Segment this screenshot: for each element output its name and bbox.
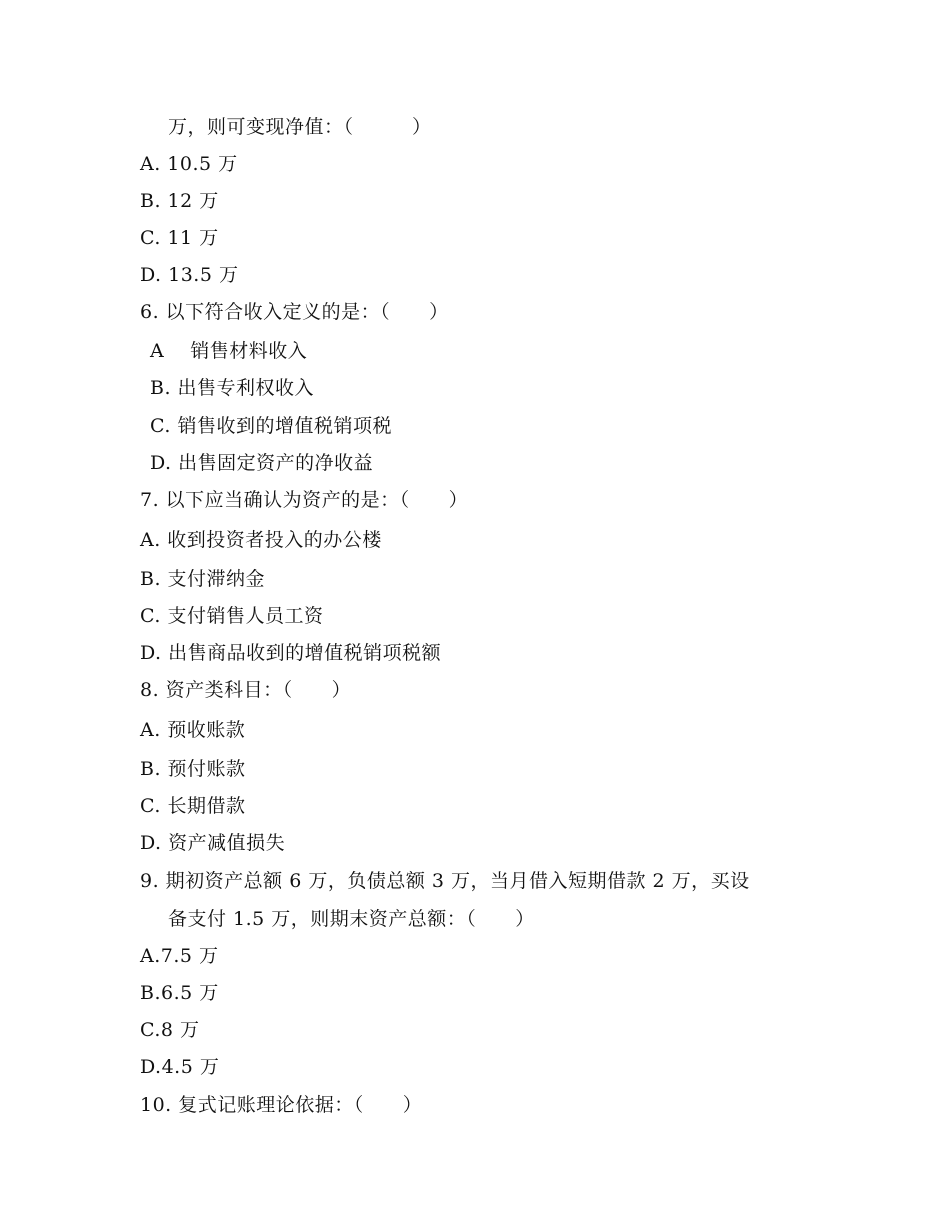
option-8d: D. 资产减值损失 (140, 832, 286, 854)
option-9d: D.4.5 万 (140, 1056, 220, 1078)
option-7c: C. 支付销售人员工资 (140, 605, 324, 627)
option-8b: B. 预付账款 (140, 758, 246, 780)
option-5b: B. 12 万 (140, 190, 219, 212)
option-8a: A. 预收账款 (140, 719, 246, 741)
option-5a: A. 10.5 万 (140, 153, 238, 175)
option-6b: B. 出售专利权收入 (150, 377, 315, 399)
option-9c: C.8 万 (140, 1019, 200, 1041)
question-9-continuation: 备支付 1.5 万，则期末资产总额：（ ） (168, 908, 535, 930)
option-5c: C. 11 万 (140, 227, 219, 249)
option-6a: A 销售材料收入 (150, 340, 308, 362)
option-7d: D. 出售商品收到的增值税销项税额 (140, 642, 442, 664)
option-9b: B.6.5 万 (140, 982, 219, 1004)
question-8: 8. 资产类科目：（ ） (140, 679, 352, 701)
question-5-continuation: 万，则可变现净值：（ ） (168, 116, 432, 138)
option-6c: C. 销售收到的增值税销项税 (150, 415, 392, 437)
option-7b: B. 支付滞纳金 (140, 568, 266, 590)
option-7a: A. 收到投资者投入的办公楼 (140, 529, 382, 551)
question-10: 10. 复式记账理论依据：（ ） (140, 1094, 423, 1116)
option-9a: A.7.5 万 (140, 945, 219, 967)
option-6d: D. 出售固定资产的净收益 (150, 452, 374, 474)
option-5d: D. 13.5 万 (140, 264, 239, 286)
question-9: 9. 期初资产总额 6 万，负债总额 3 万，当月借入短期借款 2 万，买设 (140, 870, 750, 892)
question-7: 7. 以下应当确认为资产的是：（ ） (140, 489, 469, 511)
option-8c: C. 长期借款 (140, 795, 246, 817)
question-6: 6. 以下符合收入定义的是：（ ） (140, 301, 449, 323)
